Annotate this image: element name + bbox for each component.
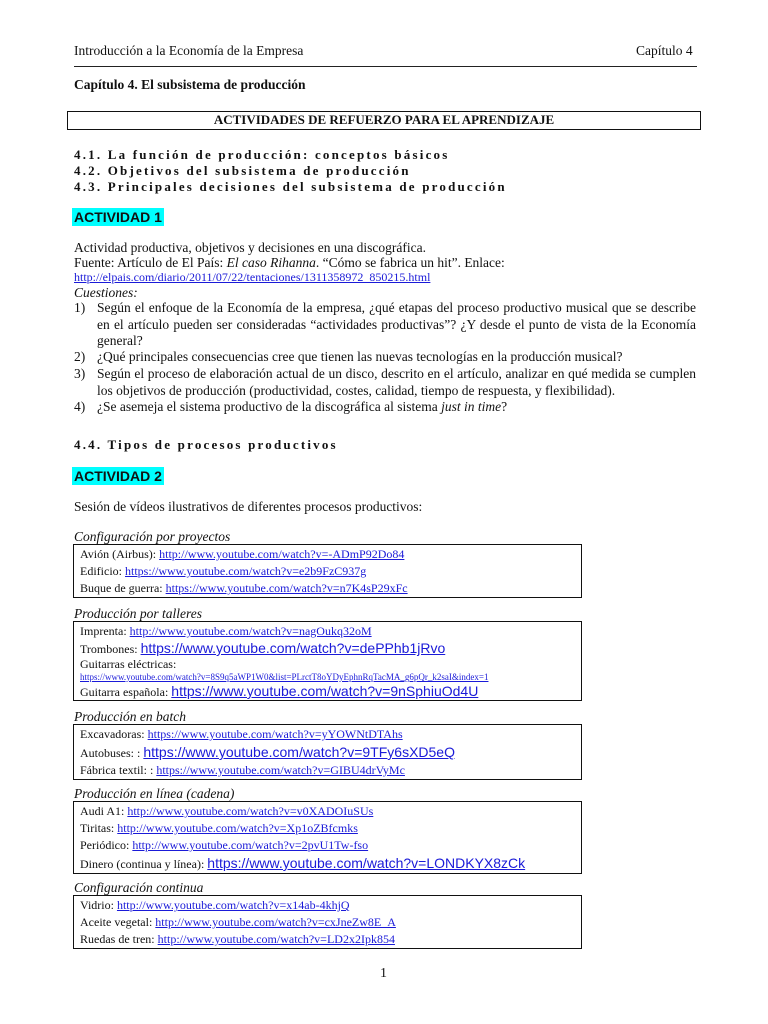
- video-row: Ruedas de tren: http://www.youtube.com/watch?v=LD2x2Ipk854: [80, 932, 395, 946]
- category-linea-box: [73, 801, 582, 874]
- activities-title-box: ACTIVIDADES DE REFUERZO PARA EL APRENDIZAJE: [67, 111, 701, 130]
- video-row: Vidrio: http://www.youtube.com/watch?v=x14ab-4khjQ: [80, 898, 350, 912]
- elpais-article-link[interactable]: http://elpais.com/diario/2011/07/22/tentaciones/1311358972_850215.html: [74, 270, 431, 284]
- category-proyectos-title: Configuración por proyectos: [74, 529, 231, 544]
- video-link[interactable]: https://www.youtube.com/watch?v=LONDKYX8zCk: [207, 855, 526, 871]
- video-row: Aceite vegetal: http://www.youtube.com/watch?v=cxJneZw8E_A: [80, 915, 396, 929]
- video-link[interactable]: http://www.youtube.com/watch?v=cxJneZw8E_A: [155, 915, 396, 929]
- questions-label: Cuestiones:: [74, 285, 138, 300]
- category-batch-box: [73, 724, 582, 780]
- video-link[interactable]: http://www.youtube.com/watch?v=x14ab-4khjQ: [116, 898, 350, 912]
- video-link[interactable]: https://www.youtube.com/watch?v=yYOWNtDTAhs: [147, 727, 403, 741]
- chapter-title: Capítulo 4. El subsistema de producción: [74, 77, 306, 92]
- video-row: Audi A1: http://www.youtube.com/watch?v=v0XADOIuSUs: [80, 804, 374, 818]
- category-proyectos-box: [73, 544, 582, 598]
- video-link[interactable]: https://www.youtube.com/watch?v=GIBU4drVyMc: [156, 763, 405, 777]
- activity-2-intro: Sesión de vídeos ilustrativos de diferentes procesos productivos:: [74, 499, 423, 514]
- activity-1-label: ACTIVIDAD 1: [74, 209, 162, 225]
- activity-1-intro: Actividad productiva, objetivos y decisiones en una discográfica.: [74, 240, 427, 255]
- video-row: Periódico: http://www.youtube.com/watch?v=2pvU1Tw-fso: [80, 838, 369, 852]
- category-batch-title: Producción en batch: [74, 709, 186, 724]
- section-4-3: 4.3. Principales decisiones del subsistema de producción: [74, 179, 507, 194]
- category-talleres-box: [73, 621, 582, 701]
- header-rule: [74, 66, 697, 67]
- activity-2-badge: [72, 467, 164, 486]
- page-number: 1: [380, 966, 387, 981]
- section-4-1: 4.1. La función de producción: conceptos básicos: [74, 147, 450, 162]
- category-linea-title: Producción en línea (cadena): [74, 786, 235, 801]
- video-row: Guitarra española: https://www.youtube.com/watch?v=9nSphiuOd4U: [80, 683, 479, 699]
- video-row: Edificio: https://www.youtube.com/watch?v=e2b9FzC937g: [80, 564, 367, 578]
- video-link[interactable]: http://www.youtube.com/watch?v=nagOukq32oM: [129, 624, 372, 638]
- video-row: Dinero (continua y línea): https://www.youtube.com/watch?v=LONDKYX8zCk: [80, 855, 526, 871]
- activity-2-label: ACTIVIDAD 2: [74, 468, 162, 484]
- video-link[interactable]: https://www.youtube.com/watch?v=8S9q5aWP1W0&list=PLrctT8oYDyEphnRqTacMA_g6pQr_k2saI&index=1: [80, 672, 489, 682]
- video-link[interactable]: http://www.youtube.com/watch?v=2pvU1Tw-fso: [132, 838, 369, 852]
- video-link[interactable]: http://www.youtube.com/watch?v=v0XADOIuSUs: [127, 804, 374, 818]
- category-talleres-title: Producción por talleres: [74, 606, 202, 621]
- activity-1-badge: [72, 208, 164, 227]
- video-link[interactable]: https://www.youtube.com/watch?v=9TFy6sXD5eQ: [143, 744, 455, 760]
- question-4: 4) ¿Se asemeja el sistema productivo de la discográfica al sistema just in time?: [74, 399, 508, 414]
- video-link[interactable]: http://www.youtube.com/watch?v=LD2x2Ipk854: [157, 932, 395, 946]
- question-2: 2) ¿Qué principales consecuencias cree que tienen las nuevas tecnologías en la producción musical?: [74, 349, 623, 364]
- video-row: Tiritas: http://www.youtube.com/watch?v=Xp1oZBfcmks: [80, 821, 358, 835]
- activity-1-link-line: [74, 270, 430, 285]
- section-4-4: 4.4. Tipos de procesos productivos: [74, 437, 338, 452]
- category-continua-box: [73, 895, 582, 949]
- video-row: Buque de guerra: https://www.youtube.com/watch?v=n7K4sP29xFc: [80, 581, 408, 595]
- video-link[interactable]: http://www.youtube.com/watch?v=-ADmP92Do84: [159, 547, 405, 561]
- activity-1-source: Fuente: Artículo de El País: El caso Rihanna. “Cómo se fabrica un hit”. Enlace:: [74, 255, 505, 270]
- video-link[interactable]: https://www.youtube.com/watch?v=9nSphiuOd4U: [171, 683, 479, 699]
- section-4-2: 4.2. Objetivos del subsistema de producción: [74, 163, 411, 178]
- video-link[interactable]: https://www.youtube.com/watch?v=e2b9FzC937g: [125, 564, 367, 578]
- video-row: Excavadoras: https://www.youtube.com/watch?v=yYOWNtDTAhs: [80, 727, 403, 741]
- video-row: Guitarras eléctricas:: [80, 657, 177, 671]
- video-link[interactable]: https://www.youtube.com/watch?v=dePPhb1jRvo: [140, 640, 446, 656]
- video-row: Autobuses: : https://www.youtube.com/watch?v=9TFy6sXD5eQ: [80, 744, 455, 760]
- category-continua-title: Configuración continua: [74, 880, 204, 895]
- video-row: [80, 671, 575, 683]
- question-1: 1) Según el enfoque de la Economía de la empresa, ¿qué etapas del proceso productivo musical que se describe en el artículo pueden ser consideradas “actividades productivas”? ¿Y desde el punto de vista de la Economía general?: [74, 300, 696, 348]
- running-header-right: Capítulo 4: [636, 43, 693, 58]
- video-link[interactable]: https://www.youtube.com/watch?v=n7K4sP29xFc: [165, 581, 408, 595]
- running-header-left: Introducción a la Economía de la Empresa: [74, 43, 304, 58]
- video-row: Trombones: https://www.youtube.com/watch?v=dePPhb1jRvo: [80, 640, 446, 656]
- question-3: 3) Según el proceso de elaboración actual de un disco, descrito en el artículo, analizar en qué medida se cumplen los objetivos de producción (productividad, costes, calidad, tiempo de respuesta, y flexibilidad).: [74, 366, 696, 398]
- video-row: Fábrica textil: : https://www.youtube.com/watch?v=GIBU4drVyMc: [80, 763, 405, 777]
- video-row: Avión (Airbus): http://www.youtube.com/watch?v=-ADmP92Do84: [80, 547, 405, 561]
- video-row: Imprenta: http://www.youtube.com/watch?v=nagOukq32oM: [80, 624, 372, 638]
- video-link[interactable]: http://www.youtube.com/watch?v=Xp1oZBfcmks: [117, 821, 358, 835]
